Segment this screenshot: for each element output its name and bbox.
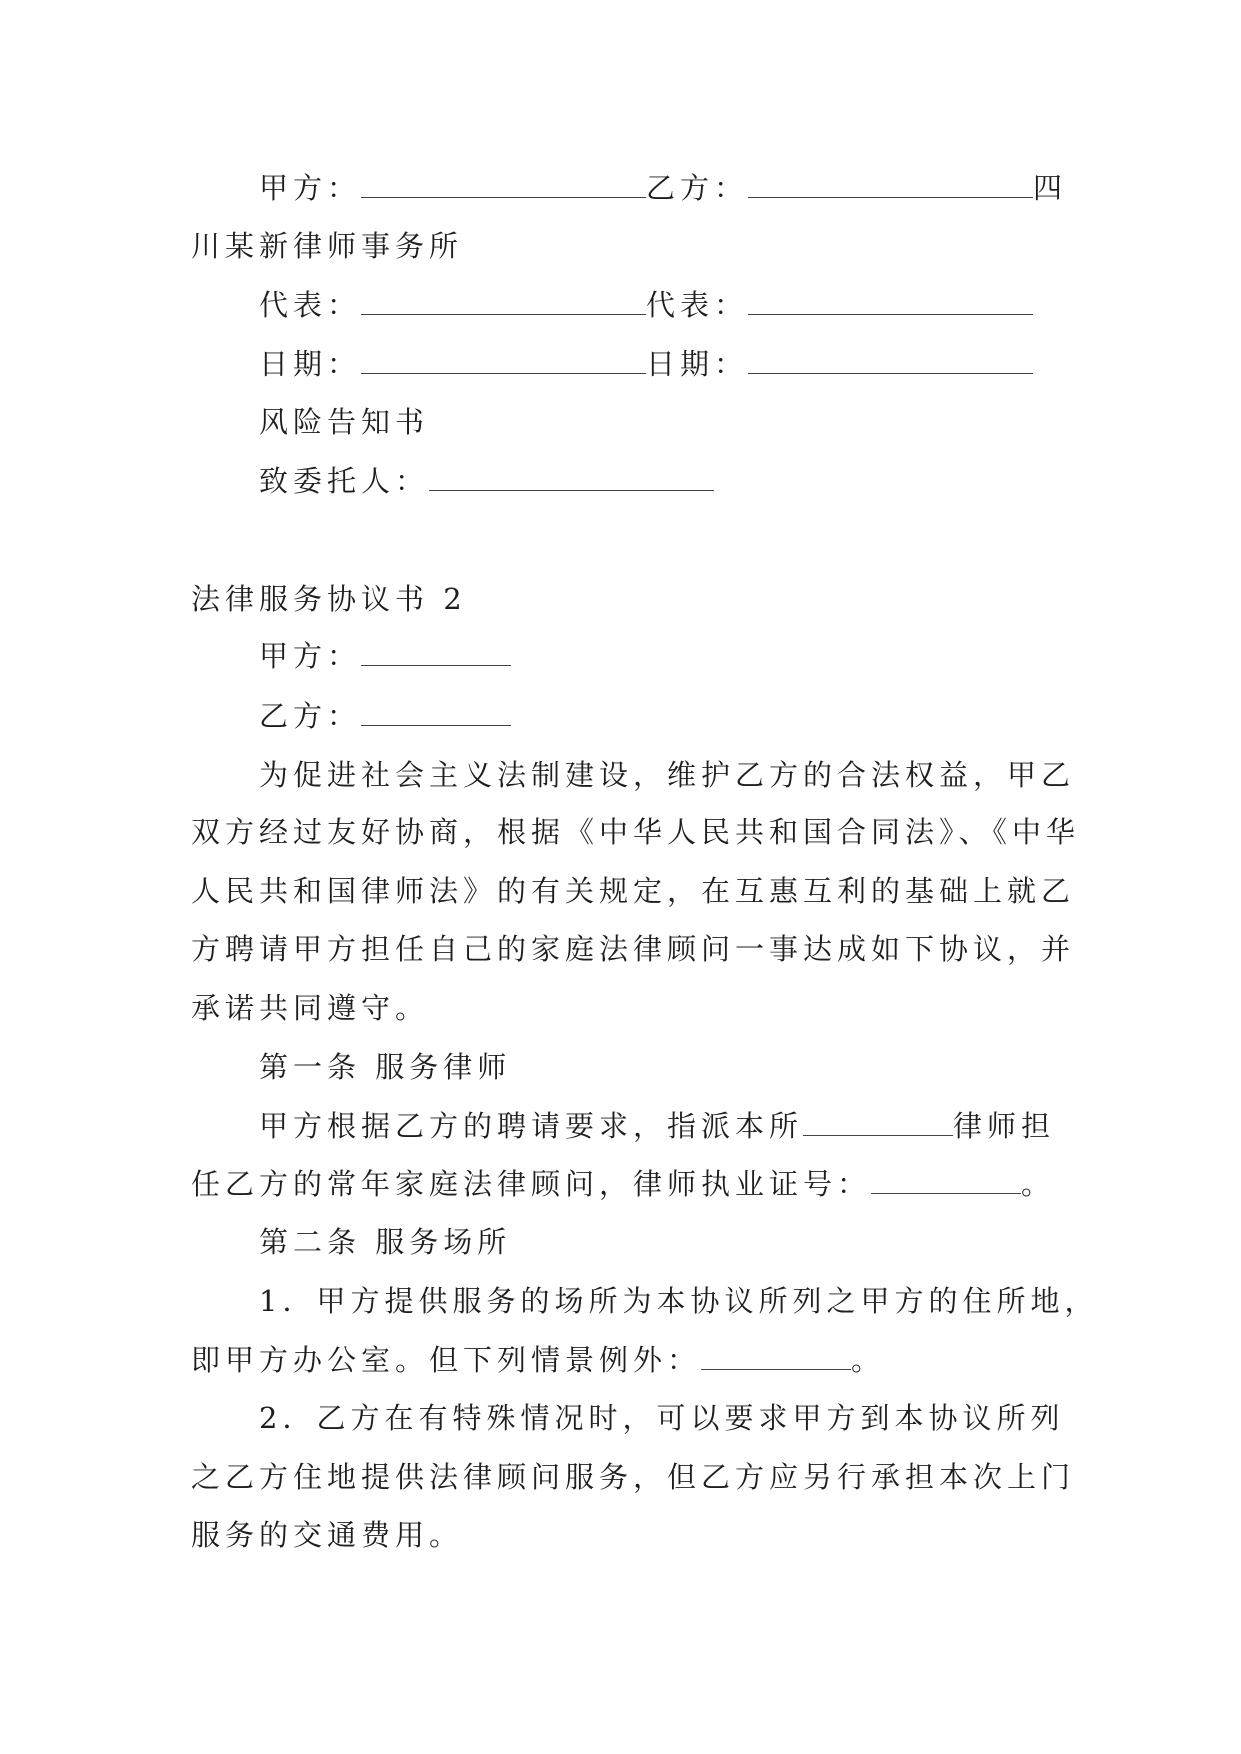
law-firm-name-start: 四 [1033, 171, 1068, 205]
article-2-clause-2: 2．乙方在有特殊情况时，可以要求甲方到本协议所列 [259, 1401, 1065, 1435]
law-firm-name-line [191, 226, 463, 266]
agreement-title: 法律服务协议书 2 [191, 582, 467, 616]
license-number-blank [871, 1167, 1021, 1194]
exception-blank [701, 1343, 851, 1370]
agreement-party-b-line [259, 696, 511, 736]
party-a-label: 甲方： [259, 171, 362, 205]
agreement-party-b-blank [361, 699, 511, 726]
representative-a-blank [361, 288, 646, 315]
article-2-clause-1: 1．甲方提供服务的场所为本协议所列之甲方的住所地， [259, 1284, 1099, 1318]
lawyer-name-blank [803, 1109, 953, 1136]
representative-b-blank [748, 288, 1033, 315]
article-2-clause-2-line: 之乙方住地提供法律顾问服务，但乙方应另行承担本次上门 [191, 1460, 1076, 1494]
client-label: 致委托人： [259, 464, 430, 498]
party-b-label: 乙方： [646, 171, 749, 205]
article-2-title: 第二条 服务场所 [259, 1225, 512, 1259]
article-2-clause-2-line: 服务的交通费用。 [191, 1518, 464, 1552]
client-blank [429, 464, 714, 491]
agreement-party-a-line [259, 636, 511, 676]
agreement-party-a-label: 甲方： [259, 639, 362, 673]
agreement-party-a-blank [361, 639, 511, 666]
article-1-text: 甲方根据乙方的聘请要求，指派本所 [259, 1109, 804, 1143]
agreement-party-b-label: 乙方： [259, 699, 362, 733]
preamble-line: 双方经过友好协商，根据《中华人民共和国合同法》、《中华 [191, 815, 1081, 849]
signature-party-line [259, 168, 1067, 208]
client-address-line [259, 461, 714, 501]
representative-line [259, 285, 1033, 325]
preamble-line: 承诺共同遵守。 [191, 991, 430, 1025]
article-2-text: 即甲方办公室。但下列情景例外： [191, 1343, 702, 1377]
article-1-line [191, 1164, 1055, 1204]
article-2-clause-1-line [191, 1340, 885, 1380]
date-b-label: 日期： [646, 347, 749, 381]
party-b-blank [748, 171, 1033, 198]
article-1-text: 任乙方的常年家庭法律顾问，律师执业证号： [191, 1167, 872, 1201]
risk-notice-title: 风险告知书 [259, 405, 430, 439]
article-1-title: 第一条 服务律师 [259, 1050, 512, 1084]
date-a-label: 日期： [259, 347, 362, 381]
representative-a-label: 代表： [259, 288, 362, 322]
party-a-blank [361, 171, 646, 198]
article-1-line [259, 1106, 1055, 1146]
law-firm-name-rest: 川某新律师事务所 [191, 229, 464, 263]
date-a-blank [361, 347, 646, 374]
preamble-line: 方聘请甲方担任自己的家庭法律顾问一事达成如下协议，并 [191, 932, 1076, 966]
article-1-text: 。 [1021, 1167, 1056, 1201]
article-2-text: 。 [851, 1343, 886, 1377]
preamble-line: 为促进社会主义法制建设，维护乙方的合法权益，甲乙 [259, 758, 1076, 792]
article-1-text: 律师担 [953, 1109, 1056, 1143]
preamble-line: 人民共和国律师法》的有关规定，在互惠互利的基础上就乙 [191, 874, 1076, 908]
date-b-blank [748, 347, 1033, 374]
date-line [259, 344, 1033, 384]
representative-b-label: 代表： [646, 288, 749, 322]
